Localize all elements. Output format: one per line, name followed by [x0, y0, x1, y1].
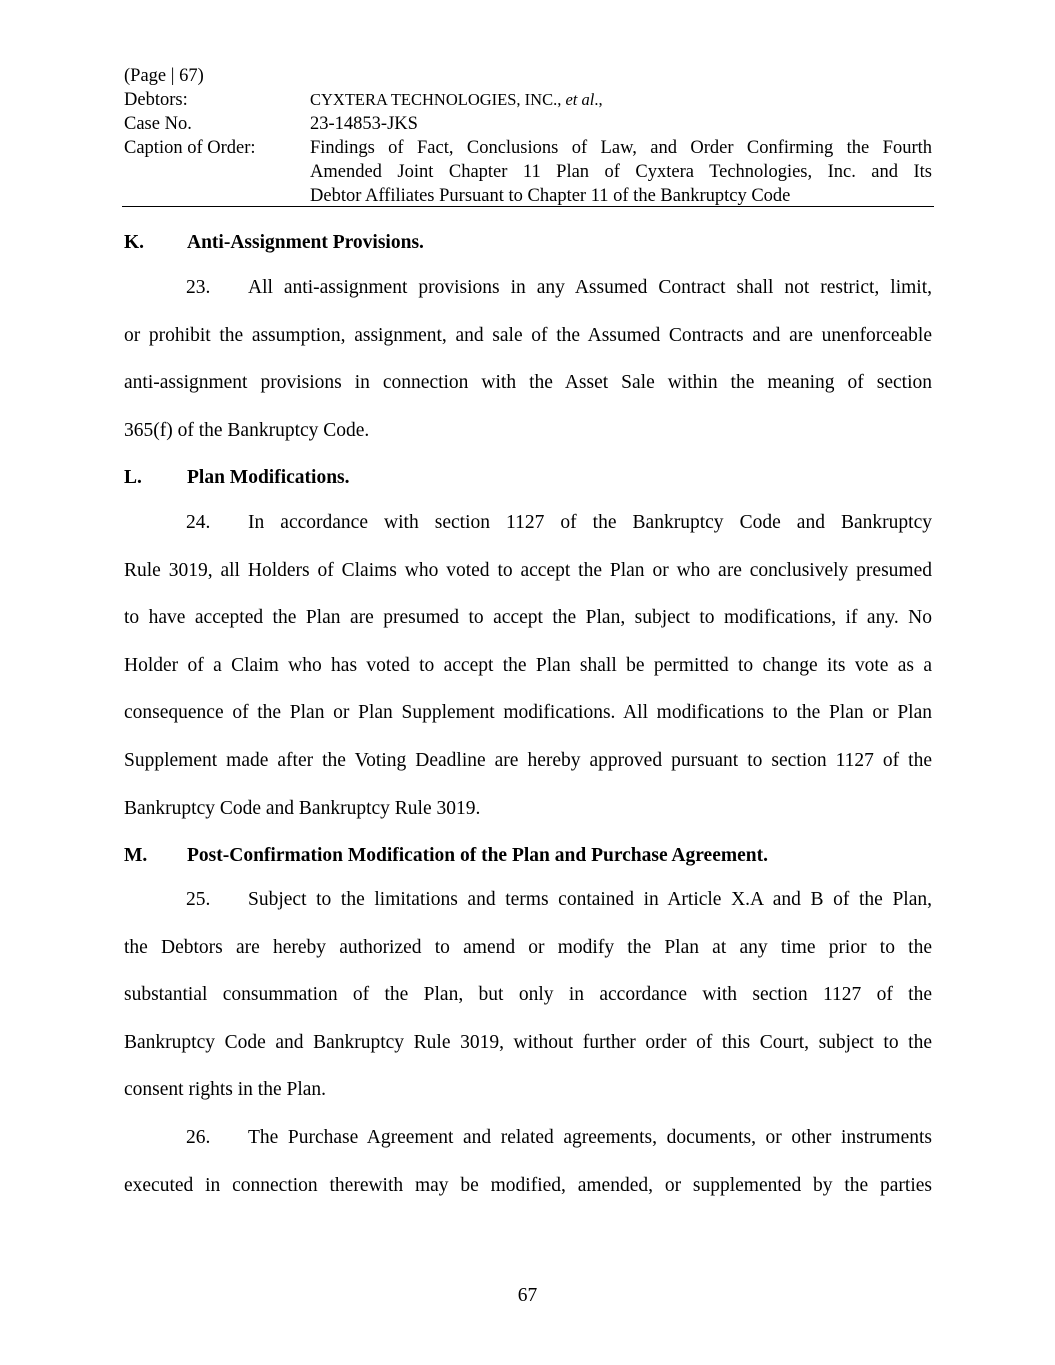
paragraph-line [124, 1114, 932, 1162]
section-title: Anti-Assignment Provisions. [187, 232, 424, 253]
case-number-label: Case No. [124, 114, 192, 134]
section-title: Post-Confirmation Modification of the Plan and Purchase Agreement. [187, 845, 768, 866]
paragraph-line [124, 264, 932, 312]
paragraph-26 [124, 1114, 932, 1209]
caption-line: Debtor Affiliates Pursuant to Chapter 11 of the Bankruptcy Code [310, 186, 791, 206]
paragraph-number: 26. [186, 1127, 211, 1148]
section-letter: M. [124, 845, 148, 866]
paragraph-text: Subject to the limitations and terms contained in Article X.A and B of the Plan, [248, 889, 932, 910]
paragraph-text: All anti-assignment provisions in any Assumed Contract shall not restrict, limit, [248, 277, 932, 298]
paragraph-line: to have accepted the Plan are presumed to accept the Plan, subject to modifications, if any. No [124, 607, 932, 629]
header-divider [122, 206, 934, 207]
paragraph-line [124, 876, 932, 924]
debtors-value [310, 88, 932, 112]
debtors-row [124, 88, 932, 112]
section-letter: K. [124, 232, 145, 253]
paragraph-number: 23. [186, 277, 211, 298]
case-number-row [124, 112, 932, 136]
paragraph-line: consequence of the Plan or Plan Supplement modifications. All modifications to the Plan or Plan [124, 702, 932, 724]
page-reference-row [124, 64, 932, 88]
section-heading-m [124, 845, 768, 867]
paragraph-text: In accordance with section 1127 of the Bankruptcy Code and Bankruptcy [248, 512, 932, 533]
paragraph-line: executed in connection therewith may be modified, amended, or supplemented by the parties [124, 1174, 932, 1196]
paragraph-24 [124, 499, 932, 832]
debtors-et-al: et al [565, 90, 595, 109]
paragraph-23 [124, 264, 932, 454]
debtors-label: Debtors: [124, 90, 188, 110]
caption-label: Caption of Order: [124, 138, 256, 158]
paragraph-number: 24. [186, 512, 211, 533]
paragraph-line: 365(f) of the Bankruptcy Code. [124, 419, 370, 441]
paragraph-line: Bankruptcy Code and Bankruptcy Rule 3019, without further order of this Court, subject to the [124, 1031, 932, 1053]
paragraph-line: consent rights in the Plan. [124, 1079, 327, 1101]
paragraph-line: substantial consummation of the Plan, but only in accordance with section 1127 of the [124, 984, 932, 1006]
debtors-name: CYXTERA TECHNOLOGIES, INC., [310, 90, 562, 109]
paragraph-line: Holder of a Claim who has voted to accept the Plan shall be permitted to change its vote as a [124, 654, 932, 676]
section-letter: L. [124, 467, 142, 488]
paragraph-line: the Debtors are hereby authorized to amend or modify the Plan at any time prior to the [124, 936, 932, 958]
paragraph-text: The Purchase Agreement and related agreements, documents, or other instruments [248, 1127, 932, 1148]
paragraph-line [124, 499, 932, 547]
caption-line: Findings of Fact, Conclusions of Law, and Order Confirming the Fourth [310, 138, 932, 158]
page-number: 67 [517, 1285, 538, 1306]
paragraph-line: or prohibit the assumption, assignment, and sale of the Assumed Contracts and are unenforceable [124, 324, 932, 346]
case-header [124, 64, 932, 208]
debtors-suffix: ., [594, 90, 603, 109]
caption-row [124, 136, 932, 208]
section-heading-l [124, 467, 350, 489]
paragraph-line: Supplement made after the Voting Deadline are hereby approved pursuant to section 1127 of the [124, 749, 932, 771]
caption-value [310, 136, 932, 208]
paragraph-line: Bankruptcy Code and Bankruptcy Rule 3019. [124, 797, 481, 819]
caption-line: Amended Joint Chapter 11 Plan of Cyxtera Technologies, Inc. and Its [310, 162, 932, 182]
paragraph-line: anti-assignment provisions in connection with the Asset Sale within the meaning of section [124, 372, 932, 394]
section-title: Plan Modifications. [187, 467, 350, 488]
case-number-value: 23-14853-JKS [310, 114, 418, 134]
paragraph-25 [124, 876, 932, 1114]
paragraph-line: Rule 3019, all Holders of Claims who voted to accept the Plan or who are conclusively presumed [124, 559, 932, 581]
page-reference: (Page | 67) [124, 66, 204, 86]
paragraph-number: 25. [186, 889, 211, 910]
section-heading-k [124, 232, 424, 254]
